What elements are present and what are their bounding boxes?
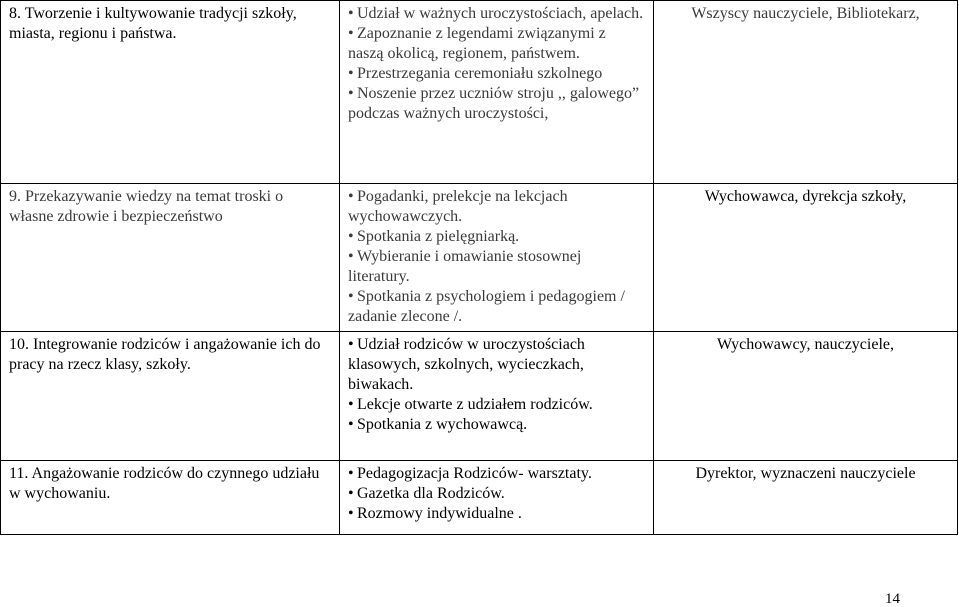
activity-text: Gazetka dla Rodziców. bbox=[357, 485, 505, 502]
task-text: 8. Tworzenie i kultywowanie tradycji szkoły, miasta, regionu i państwa. bbox=[9, 5, 297, 42]
responsible-cell bbox=[654, 332, 958, 461]
list-item bbox=[348, 227, 645, 247]
list-item bbox=[348, 84, 645, 124]
list-item bbox=[348, 287, 645, 327]
bullet-icon: • bbox=[348, 85, 354, 102]
task-cell bbox=[1, 332, 340, 461]
list-item bbox=[348, 464, 645, 484]
bullet-icon: • bbox=[348, 248, 354, 265]
activities-list bbox=[348, 464, 645, 524]
list-item bbox=[348, 395, 645, 415]
list-item bbox=[348, 187, 645, 227]
activity-text: Pogadanki, prelekcje na lekcjach wychowawczych. bbox=[348, 188, 568, 225]
activities-list bbox=[348, 187, 645, 327]
table-row bbox=[1, 461, 958, 535]
list-item bbox=[348, 415, 645, 435]
list-item bbox=[348, 335, 645, 395]
table-row bbox=[1, 1, 958, 184]
table-row bbox=[1, 184, 958, 332]
bullet-icon: • bbox=[348, 416, 354, 433]
activities-cell bbox=[340, 461, 654, 535]
responsible-text: Dyrektor, wyznaczeni nauczyciele bbox=[695, 465, 916, 482]
bullet-icon: • bbox=[348, 65, 354, 82]
bullet-icon: • bbox=[348, 505, 354, 522]
activities-cell bbox=[340, 332, 654, 461]
list-item bbox=[348, 504, 645, 524]
bullet-icon: • bbox=[348, 188, 354, 205]
bullet-icon: • bbox=[348, 465, 354, 482]
responsible-text: Wychowawcy, nauczyciele, bbox=[716, 336, 894, 353]
bullet-icon: • bbox=[348, 336, 354, 353]
list-item bbox=[348, 484, 645, 504]
bullet-icon: • bbox=[348, 5, 354, 22]
responsible-text: Wychowawca, dyrekcja szkoły, bbox=[704, 188, 907, 205]
bullet-icon: • bbox=[348, 485, 354, 502]
task-cell bbox=[1, 1, 340, 184]
list-item bbox=[348, 4, 645, 24]
activities-cell bbox=[340, 184, 654, 332]
task-text: 9. Przekazywanie wiedzy na temat troski o własne zdrowie i bezpieczeństwo bbox=[9, 188, 284, 225]
activities-list bbox=[348, 4, 645, 124]
activity-text: Wybieranie i omawianie stosownej literatury. bbox=[348, 248, 582, 285]
activity-text: Udział rodziców w uroczystościach klasowych, szkolnych, wycieczkach, biwakach. bbox=[348, 336, 585, 393]
list-item bbox=[348, 24, 645, 64]
bullet-icon: • bbox=[348, 25, 354, 42]
activities-list bbox=[348, 335, 645, 435]
bullet-icon: • bbox=[348, 288, 354, 305]
activity-text: Zapoznanie z legendami związanymi z naszą okolicą, regionem, państwem. bbox=[348, 25, 606, 62]
activity-text: Spotkania z wychowawcą. bbox=[357, 416, 528, 433]
task-text: 10. Integrowanie rodziców i angażowanie ich do pracy na rzecz klasy, szkoły. bbox=[9, 336, 321, 373]
activity-text: Lekcje otwarte z udziałem rodziców. bbox=[357, 396, 593, 413]
responsible-cell bbox=[654, 184, 958, 332]
activity-text: Spotkania z pielęgniarką. bbox=[357, 228, 520, 245]
list-item bbox=[348, 64, 645, 84]
responsible-cell bbox=[654, 1, 958, 184]
activities-cell bbox=[340, 1, 654, 184]
activity-text: Spotkania z psychologiem i pedagogiem / zadanie zlecone /. bbox=[348, 288, 625, 325]
activity-text: Noszenie przez uczniów stroju ,, galowego” podczas ważnych uroczystości, bbox=[348, 85, 640, 122]
activity-text: Udział w ważnych uroczystościach, apelach. bbox=[357, 5, 644, 22]
bullet-icon: • bbox=[348, 228, 354, 245]
task-cell bbox=[1, 461, 340, 535]
activity-text: Rozmowy indywidualne . bbox=[357, 505, 522, 522]
activity-text: Przestrzegania ceremoniału szkolnego bbox=[357, 65, 603, 82]
bullet-icon: • bbox=[348, 396, 354, 413]
responsible-cell bbox=[654, 461, 958, 535]
activity-text: Pedagogizacja Rodziców- warsztaty. bbox=[357, 465, 592, 482]
table-row bbox=[1, 332, 958, 461]
page-number: 14 bbox=[885, 591, 900, 607]
task-text: 11. Angażowanie rodziców do czynnego udziału w wychowaniu. bbox=[9, 465, 320, 502]
responsible-text: Wszyscy nauczyciele, Bibliotekarz, bbox=[691, 5, 920, 22]
list-item bbox=[348, 247, 645, 287]
task-cell bbox=[1, 184, 340, 332]
